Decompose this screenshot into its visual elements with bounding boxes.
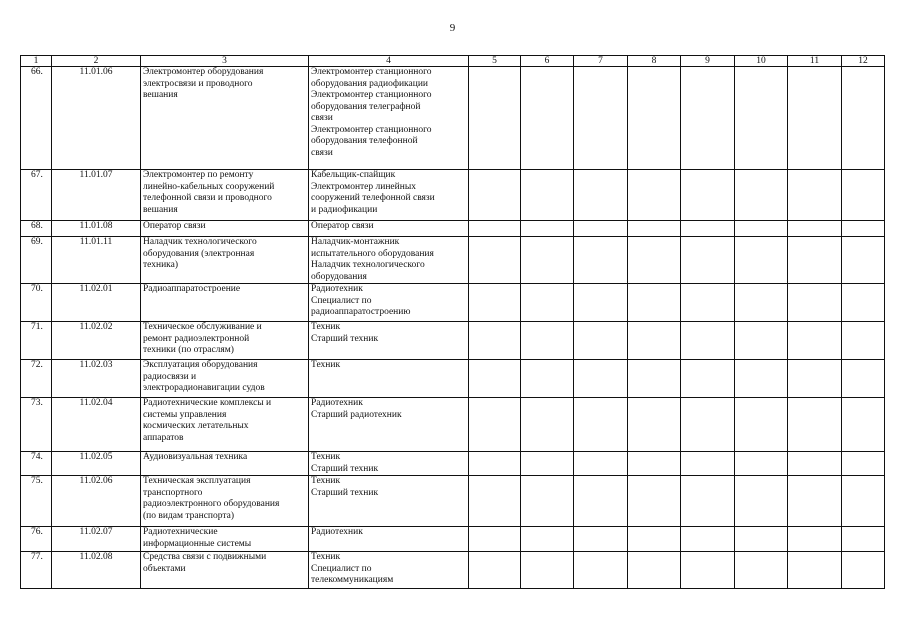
empty-cell-col-9 (681, 360, 735, 398)
qualification-line: Электромонтер линейных (311, 181, 416, 192)
empty-cell-col-5 (469, 237, 521, 284)
row-number: 76. (21, 527, 52, 552)
empty-cell-col-9 (681, 322, 735, 360)
specialty-name-line: Наладчик технологического (143, 237, 257, 247)
specialty-code: 11.02.04 (52, 398, 141, 452)
specialty-code: 11.01.07 (52, 170, 141, 221)
table-row (21, 527, 885, 552)
specialty-name-line: телефонной связи и проводного (143, 193, 272, 203)
specialty-name-line: аппаратов (143, 432, 184, 443)
empty-cell-col-6 (521, 237, 574, 284)
specialty-name-line: вешания (143, 90, 178, 100)
specialty-name-line: техника) (143, 260, 179, 270)
specialty-code: 11.01.06 (52, 67, 141, 170)
specialty-name-line: системы управления (143, 409, 227, 420)
empty-cell-col-8 (628, 170, 681, 221)
empty-cell-col-7 (574, 322, 628, 360)
empty-cell-col-10 (735, 527, 788, 552)
empty-cell-col-5 (469, 476, 521, 527)
qualification-line: Наладчик технологического (311, 260, 425, 270)
empty-cell-col-9 (681, 452, 735, 476)
empty-cell-col-10 (735, 452, 788, 476)
column-header: 8 (628, 56, 681, 67)
specialty-name-line: Техническое обслуживание и (143, 322, 262, 332)
column-header: 6 (521, 56, 574, 67)
empty-cell-col-5 (469, 452, 521, 476)
specialty-name-line: Радиоаппаратостроение (143, 284, 241, 294)
empty-cell-col-8 (628, 322, 681, 360)
empty-cell-col-12 (842, 322, 885, 360)
empty-cell-col-6 (521, 360, 574, 398)
row-number: 68. (21, 221, 52, 237)
specialty-name (141, 67, 309, 170)
specialty-code: 11.02.03 (52, 360, 141, 398)
specialty-name (141, 322, 309, 360)
specialty-name-line: оборудования (электронная (143, 248, 255, 259)
empty-cell-col-7 (574, 552, 628, 589)
empty-cell-col-8 (628, 398, 681, 452)
table-row (21, 67, 885, 170)
empty-cell-col-11 (788, 237, 842, 284)
empty-cell-col-8 (628, 67, 681, 170)
specialty-name (141, 360, 309, 398)
empty-cell-col-7 (574, 527, 628, 552)
column-header: 9 (681, 56, 735, 67)
specialty-name-line: линейно-кабельных сооружений (143, 181, 275, 192)
specialty-name-line: электросвязи и проводного (143, 78, 253, 89)
table-row (21, 398, 885, 452)
qualification-line: связи (311, 147, 333, 158)
empty-cell-col-7 (574, 67, 628, 170)
empty-cell-col-6 (521, 170, 574, 221)
empty-cell-col-10 (735, 237, 788, 284)
qualification-line: Специалист по (311, 563, 372, 574)
specialty-code: 11.02.07 (52, 527, 141, 552)
column-header: 2 (52, 56, 141, 67)
specialty-name (141, 398, 309, 452)
empty-cell-col-6 (521, 398, 574, 452)
empty-cell-col-8 (628, 221, 681, 237)
qualification-line: Электромонтер станционного (311, 90, 432, 100)
empty-cell-col-9 (681, 237, 735, 284)
specialty-name-line: Оператор связи (143, 221, 206, 231)
qualification-line: оборудования радиофикации (311, 78, 428, 89)
table-row (21, 552, 885, 589)
specialties-table (20, 55, 885, 589)
specialty-name-line: Электромонтер оборудования (143, 67, 264, 77)
specialty-code: 11.02.05 (52, 452, 141, 476)
qualification (309, 527, 469, 552)
specialty-code: 11.02.08 (52, 552, 141, 589)
qualification-line: Техник (311, 322, 341, 332)
qualification-line: связи (311, 113, 333, 123)
qualification-line: Электромонтер станционного (311, 124, 432, 135)
empty-cell-col-7 (574, 360, 628, 398)
qualification (309, 221, 469, 237)
qualification (309, 476, 469, 527)
column-header: 12 (842, 56, 885, 67)
qualification (309, 360, 469, 398)
row-number: 73. (21, 398, 52, 452)
row-number: 67. (21, 170, 52, 221)
qualification-line: Специалист по (311, 295, 372, 306)
row-number: 74. (21, 452, 52, 476)
specialty-name (141, 552, 309, 589)
qualification (309, 237, 469, 284)
empty-cell-col-9 (681, 552, 735, 589)
qualification-line: Радиотехник (311, 284, 363, 294)
qualification (309, 170, 469, 221)
empty-cell-col-9 (681, 221, 735, 237)
empty-cell-col-7 (574, 476, 628, 527)
column-header: 7 (574, 56, 628, 67)
row-number: 66. (21, 67, 52, 170)
empty-cell-col-10 (735, 221, 788, 237)
specialty-name-line: Средства связи с подвижными (143, 552, 267, 562)
column-header: 11 (788, 56, 842, 67)
empty-cell-col-9 (681, 398, 735, 452)
specialty-name-line: электрорадионавигации судов (143, 383, 265, 393)
column-header: 10 (735, 56, 788, 67)
specialty-name-line: объектами (143, 563, 186, 574)
column-header: 1 (21, 56, 52, 67)
empty-cell-col-5 (469, 284, 521, 322)
empty-cell-col-6 (521, 552, 574, 589)
empty-cell-col-11 (788, 67, 842, 170)
empty-cell-col-7 (574, 237, 628, 284)
qualification (309, 67, 469, 170)
page-number: 9 (449, 22, 456, 34)
specialty-name-line: Радиотехнические комплексы и (143, 398, 272, 408)
empty-cell-col-5 (469, 360, 521, 398)
empty-cell-col-5 (469, 552, 521, 589)
qualification-line: оборудования телефонной (311, 136, 418, 146)
empty-cell-col-6 (521, 67, 574, 170)
empty-cell-col-8 (628, 237, 681, 284)
table-row (21, 452, 885, 476)
specialty-name-line: техники (по отраслям) (143, 345, 234, 355)
empty-cell-col-12 (842, 552, 885, 589)
empty-cell-col-5 (469, 398, 521, 452)
specialty-name-line: Эксплуатация оборудования (143, 360, 258, 370)
empty-cell-col-8 (628, 360, 681, 398)
qualification-line: Старший техник (311, 487, 379, 498)
empty-cell-col-10 (735, 552, 788, 589)
row-number: 75. (21, 476, 52, 527)
specialty-name-line: ремонт радиоэлектронной (143, 333, 250, 344)
empty-cell-col-5 (469, 221, 521, 237)
empty-cell-col-8 (628, 527, 681, 552)
specialty-name-line: Техническая эксплуатация (143, 476, 251, 486)
qualification-line: Старший радиотехник (311, 409, 402, 420)
empty-cell-col-12 (842, 398, 885, 452)
empty-cell-col-11 (788, 452, 842, 476)
qualification-line: оборудования телеграфной (311, 101, 421, 112)
empty-cell-col-5 (469, 170, 521, 221)
empty-cell-col-12 (842, 221, 885, 237)
empty-cell-col-9 (681, 170, 735, 221)
specialty-name (141, 452, 309, 476)
qualification-line: телекоммуникациям (311, 575, 394, 585)
table-row (21, 360, 885, 398)
empty-cell-col-12 (842, 452, 885, 476)
empty-cell-col-5 (469, 322, 521, 360)
specialty-code: 11.01.11 (52, 237, 141, 284)
empty-cell-col-6 (521, 476, 574, 527)
empty-cell-col-12 (842, 476, 885, 527)
qualification-line: Техник (311, 360, 341, 370)
specialty-name-line: Электромонтер по ремонту (143, 170, 254, 180)
empty-cell-col-10 (735, 322, 788, 360)
specialty-name (141, 476, 309, 527)
specialty-name (141, 221, 309, 237)
column-number-row (21, 56, 885, 67)
specialty-name-line: Радиотехнические (143, 527, 218, 537)
empty-cell-col-11 (788, 284, 842, 322)
qualification (309, 398, 469, 452)
row-number: 71. (21, 322, 52, 360)
specialty-name-line: транспортного (143, 487, 203, 498)
empty-cell-col-7 (574, 170, 628, 221)
table-row (21, 170, 885, 221)
empty-cell-col-11 (788, 398, 842, 452)
qualification-line: сооружений телефонной связи (311, 193, 435, 203)
empty-cell-col-5 (469, 527, 521, 552)
specialty-name-line: космических летательных (143, 421, 249, 431)
empty-cell-col-10 (735, 170, 788, 221)
empty-cell-col-7 (574, 398, 628, 452)
empty-cell-col-5 (469, 67, 521, 170)
specialty-name-line: радиосвязи и (143, 371, 197, 382)
empty-cell-col-8 (628, 552, 681, 589)
qualification-line: радиоаппаратостроению (311, 307, 411, 317)
specialty-name-line: (по видам транспорта) (143, 510, 235, 521)
specialty-name (141, 170, 309, 221)
empty-cell-col-11 (788, 170, 842, 221)
empty-cell-col-10 (735, 67, 788, 170)
empty-cell-col-6 (521, 452, 574, 476)
qualification-line: Наладчик-монтажник (311, 237, 400, 247)
empty-cell-col-10 (735, 360, 788, 398)
column-header: 5 (469, 56, 521, 67)
table-row (21, 221, 885, 237)
empty-cell-col-10 (735, 284, 788, 322)
qualification-line: Старший техник (311, 333, 379, 344)
specialty-name-line: информационные системы (143, 538, 252, 549)
empty-cell-col-9 (681, 476, 735, 527)
qualification-line: Радиотехник (311, 398, 363, 408)
table-row (21, 237, 885, 284)
row-number: 70. (21, 284, 52, 322)
specialty-name-line: вешания (143, 204, 178, 215)
empty-cell-col-11 (788, 221, 842, 237)
empty-cell-col-12 (842, 170, 885, 221)
empty-cell-col-7 (574, 221, 628, 237)
qualification (309, 322, 469, 360)
column-header: 4 (309, 56, 469, 67)
qualification-line: Радиотехник (311, 527, 363, 537)
specialty-name (141, 527, 309, 552)
empty-cell-col-8 (628, 284, 681, 322)
qualification (309, 284, 469, 322)
qualification-line: Электромонтер станционного (311, 67, 432, 77)
row-number: 72. (21, 360, 52, 398)
empty-cell-col-8 (628, 452, 681, 476)
empty-cell-col-6 (521, 284, 574, 322)
qualification-line: Оператор связи (311, 221, 374, 231)
qualification-line: Техник (311, 476, 341, 486)
qualification-line: Кабельщик-спайщик (311, 170, 396, 180)
empty-cell-col-9 (681, 527, 735, 552)
empty-cell-col-11 (788, 360, 842, 398)
specialty-code: 11.01.08 (52, 221, 141, 237)
row-number: 69. (21, 237, 52, 284)
table-row (21, 476, 885, 527)
specialty-code: 11.02.06 (52, 476, 141, 527)
qualification-line: Техник (311, 452, 341, 462)
specialty-name (141, 284, 309, 322)
qualification-line: испытательного оборудования (311, 248, 434, 259)
qualification (309, 452, 469, 476)
empty-cell-col-12 (842, 237, 885, 284)
empty-cell-col-8 (628, 476, 681, 527)
empty-cell-col-11 (788, 322, 842, 360)
specialty-name-line: радиоэлектронного оборудования (143, 499, 280, 509)
specialty-code: 11.02.02 (52, 322, 141, 360)
empty-cell-col-10 (735, 398, 788, 452)
qualification (309, 552, 469, 589)
empty-cell-col-6 (521, 322, 574, 360)
empty-cell-col-9 (681, 67, 735, 170)
empty-cell-col-11 (788, 552, 842, 589)
column-header: 3 (141, 56, 309, 67)
empty-cell-col-10 (735, 476, 788, 527)
empty-cell-col-11 (788, 527, 842, 552)
table-row (21, 284, 885, 322)
specialty-name (141, 237, 309, 284)
empty-cell-col-12 (842, 527, 885, 552)
qualification-line: Старший техник (311, 463, 379, 474)
qualification-line: Техник (311, 552, 341, 562)
specialty-name-line: Аудиовизуальная техника (143, 452, 248, 462)
empty-cell-col-6 (521, 527, 574, 552)
qualification-line: оборудования (311, 271, 367, 282)
empty-cell-col-6 (521, 221, 574, 237)
row-number: 77. (21, 552, 52, 589)
empty-cell-col-12 (842, 360, 885, 398)
qualification-line: и радиофикации (311, 204, 378, 215)
empty-cell-col-11 (788, 476, 842, 527)
empty-cell-col-7 (574, 452, 628, 476)
empty-cell-col-12 (842, 67, 885, 170)
empty-cell-col-9 (681, 284, 735, 322)
table-row (21, 322, 885, 360)
empty-cell-col-7 (574, 284, 628, 322)
specialty-code: 11.02.01 (52, 284, 141, 322)
empty-cell-col-12 (842, 284, 885, 322)
